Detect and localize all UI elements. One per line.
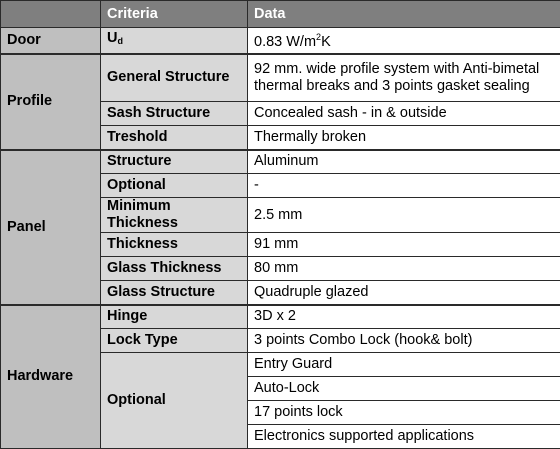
value-cell: Entry Guard (248, 353, 560, 377)
value-ud-main: 0.83 W/m (254, 34, 316, 50)
value-cell: Thermally broken (248, 126, 560, 150)
value-cell: Quadruple glazed (248, 281, 560, 305)
criteria-cell: Glass Thickness (101, 257, 248, 281)
criteria-cell: Hinge (101, 305, 248, 329)
criteria-cell: Treshold (101, 126, 248, 150)
criteria-cell: Sash Structure (101, 102, 248, 126)
value-ud-superscript: 2 (316, 32, 321, 42)
header-blank-cell (1, 1, 101, 28)
group-door: Door (1, 28, 101, 54)
group-panel: Panel (1, 150, 101, 305)
criteria-cell: Optional (101, 174, 248, 198)
value-cell: Electronics supported applications (248, 425, 560, 449)
header-criteria: Criteria (101, 1, 248, 28)
value-cell: Concealed sash - in & outside (248, 102, 560, 126)
value-ud-tail: K (321, 34, 331, 50)
table-row (1, 150, 560, 174)
criteria-cell: General Structure (101, 54, 248, 102)
criteria-ud-subscript: d (117, 36, 123, 46)
value-cell: 80 mm (248, 257, 560, 281)
table-row (1, 54, 560, 102)
group-hardware: Hardware (1, 305, 101, 449)
value-ud (248, 28, 560, 54)
header-row (1, 1, 560, 28)
door-row (1, 28, 560, 54)
criteria-cell: Thickness (101, 233, 248, 257)
value-cell: 91 mm (248, 233, 560, 257)
criteria-ud-main: U (107, 30, 117, 46)
criteria-cell: Lock Type (101, 329, 248, 353)
criteria-cell: Glass Structure (101, 281, 248, 305)
criteria-cell: Structure (101, 150, 248, 174)
value-cell: 92 mm. wide profile system with Anti-bimetal thermal breaks and 3 points gasket sealing (248, 54, 560, 102)
header-data: Data (248, 1, 560, 28)
table-row (1, 305, 560, 329)
value-cell: 3D x 2 (248, 305, 560, 329)
value-cell: Aluminum (248, 150, 560, 174)
value-cell: Auto-Lock (248, 377, 560, 401)
value-cell: 3 points Combo Lock (hook& bolt) (248, 329, 560, 353)
value-cell: 2.5 mm (248, 198, 560, 233)
value-cell: 17 points lock (248, 401, 560, 425)
criteria-cell: Minimum Thickness (101, 198, 248, 233)
criteria-optional: Optional (101, 353, 248, 449)
group-profile: Profile (1, 54, 101, 150)
value-cell: - (248, 174, 560, 198)
criteria-ud (101, 28, 248, 54)
